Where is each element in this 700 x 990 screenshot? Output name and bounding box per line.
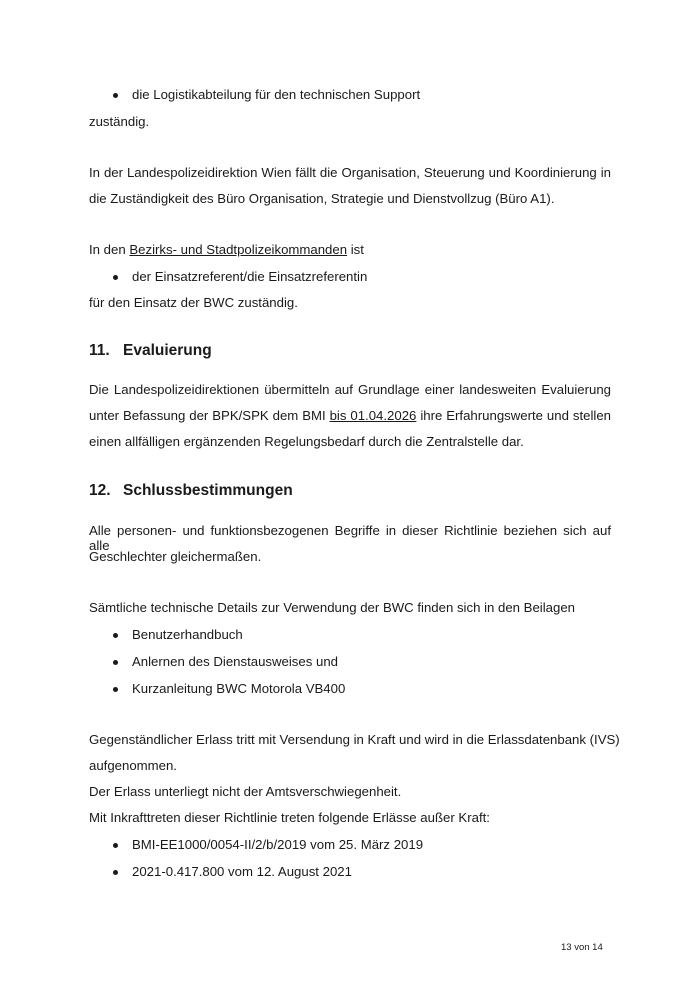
paragraph-einsatz: für den Einsatz der BWC zuständig. bbox=[89, 295, 298, 310]
list-item-erlass: BMI-EE1000/0054-II/2/b/2019 vom 25. März 2019 bbox=[132, 837, 424, 852]
heading-11 bbox=[89, 342, 212, 360]
list-item-beilage: Kurzanleitung BWC Motorola VB400 bbox=[132, 681, 346, 696]
paragraph-eval-line1: Die Landespolizeidirektionen übermitteln auf Grundlage einer landesweiten Evaluierung bbox=[89, 382, 611, 397]
paragraph-personen-line1: Alle personen- und funktionsbezogenen Begriffe in dieser Richtlinie beziehen sich auf alle bbox=[89, 523, 611, 553]
heading-11-title: Evaluierung bbox=[123, 342, 212, 359]
bezirk-underlined: Bezirks- und Stadtpolizeikommanden bbox=[129, 242, 348, 257]
bullet-dot bbox=[113, 843, 118, 848]
paragraph-details: Sämtliche technische Details zur Verwendung der BWC finden sich in den Beilagen bbox=[89, 600, 576, 615]
paragraph-wien-line2: die Zuständigkeit des Büro Organisation, Strategie und Dienstvollzug (Büro A1). bbox=[89, 191, 555, 206]
paragraph-zustaendig: zuständig. bbox=[89, 114, 150, 129]
bullet-dot bbox=[113, 687, 118, 692]
list-item-beilage: Anlernen des Dienstausweises und bbox=[132, 654, 338, 669]
bullet-dot bbox=[113, 660, 118, 665]
heading-12-number: 12. bbox=[89, 482, 111, 499]
eval-prefix: unter Befassung der BPK/SPK dem BMI bbox=[89, 408, 330, 423]
paragraph-eval-line2 bbox=[89, 408, 611, 423]
bezirk-suffix: ist bbox=[347, 242, 364, 257]
bezirk-prefix: In den bbox=[89, 242, 130, 257]
paragraph-inkrafttreten: Mit Inkrafttreten dieser Richtlinie treten folgende Erlässe außer Kraft: bbox=[89, 810, 490, 825]
bullet-dot bbox=[113, 93, 118, 98]
paragraph-personen-line2: Geschlechter gleichermaßen. bbox=[89, 549, 262, 564]
page-number: 13 von 14 bbox=[561, 942, 603, 953]
list-item-beilage: Benutzerhandbuch bbox=[132, 627, 243, 642]
paragraph-erlass-line2: aufgenommen. bbox=[89, 758, 177, 773]
paragraph-bezirk bbox=[89, 242, 611, 257]
paragraph-erlass-line1: Gegenständlicher Erlass tritt mit Versendung in Kraft und wird in die Erlassdatenbank (IVS) bbox=[89, 732, 620, 747]
eval-deadline: bis 01.04.2026 bbox=[329, 408, 417, 423]
list-item-erlass: 2021-0.417.800 vom 12. August 2021 bbox=[132, 864, 352, 879]
paragraph-amtsverschwiegenheit: Der Erlass unterliegt nicht der Amtsverschwiegenheit. bbox=[89, 784, 402, 799]
heading-12-title: Schlussbestimmungen bbox=[123, 482, 293, 499]
paragraph-wien-line1: In der Landespolizeidirektion Wien fällt die Organisation, Steuerung und Koordinierung in bbox=[89, 165, 611, 180]
paragraph-eval-line3: einen allfälligen ergänzenden Regelungsbedarf durch die Zentralstelle dar. bbox=[89, 434, 524, 449]
bullet-dot bbox=[113, 870, 118, 875]
bullet-dot bbox=[113, 275, 118, 280]
bullet-logistik: die Logistikabteilung für den technischen Support bbox=[132, 87, 421, 102]
bullet-einsatzreferent: der Einsatzreferent/die Einsatzreferentin bbox=[132, 269, 368, 284]
bullet-dot bbox=[113, 633, 118, 638]
heading-12 bbox=[89, 482, 293, 500]
eval-suffix: ihre Erfahrungswerte und stellen bbox=[416, 408, 611, 423]
heading-11-number: 11. bbox=[89, 342, 110, 359]
